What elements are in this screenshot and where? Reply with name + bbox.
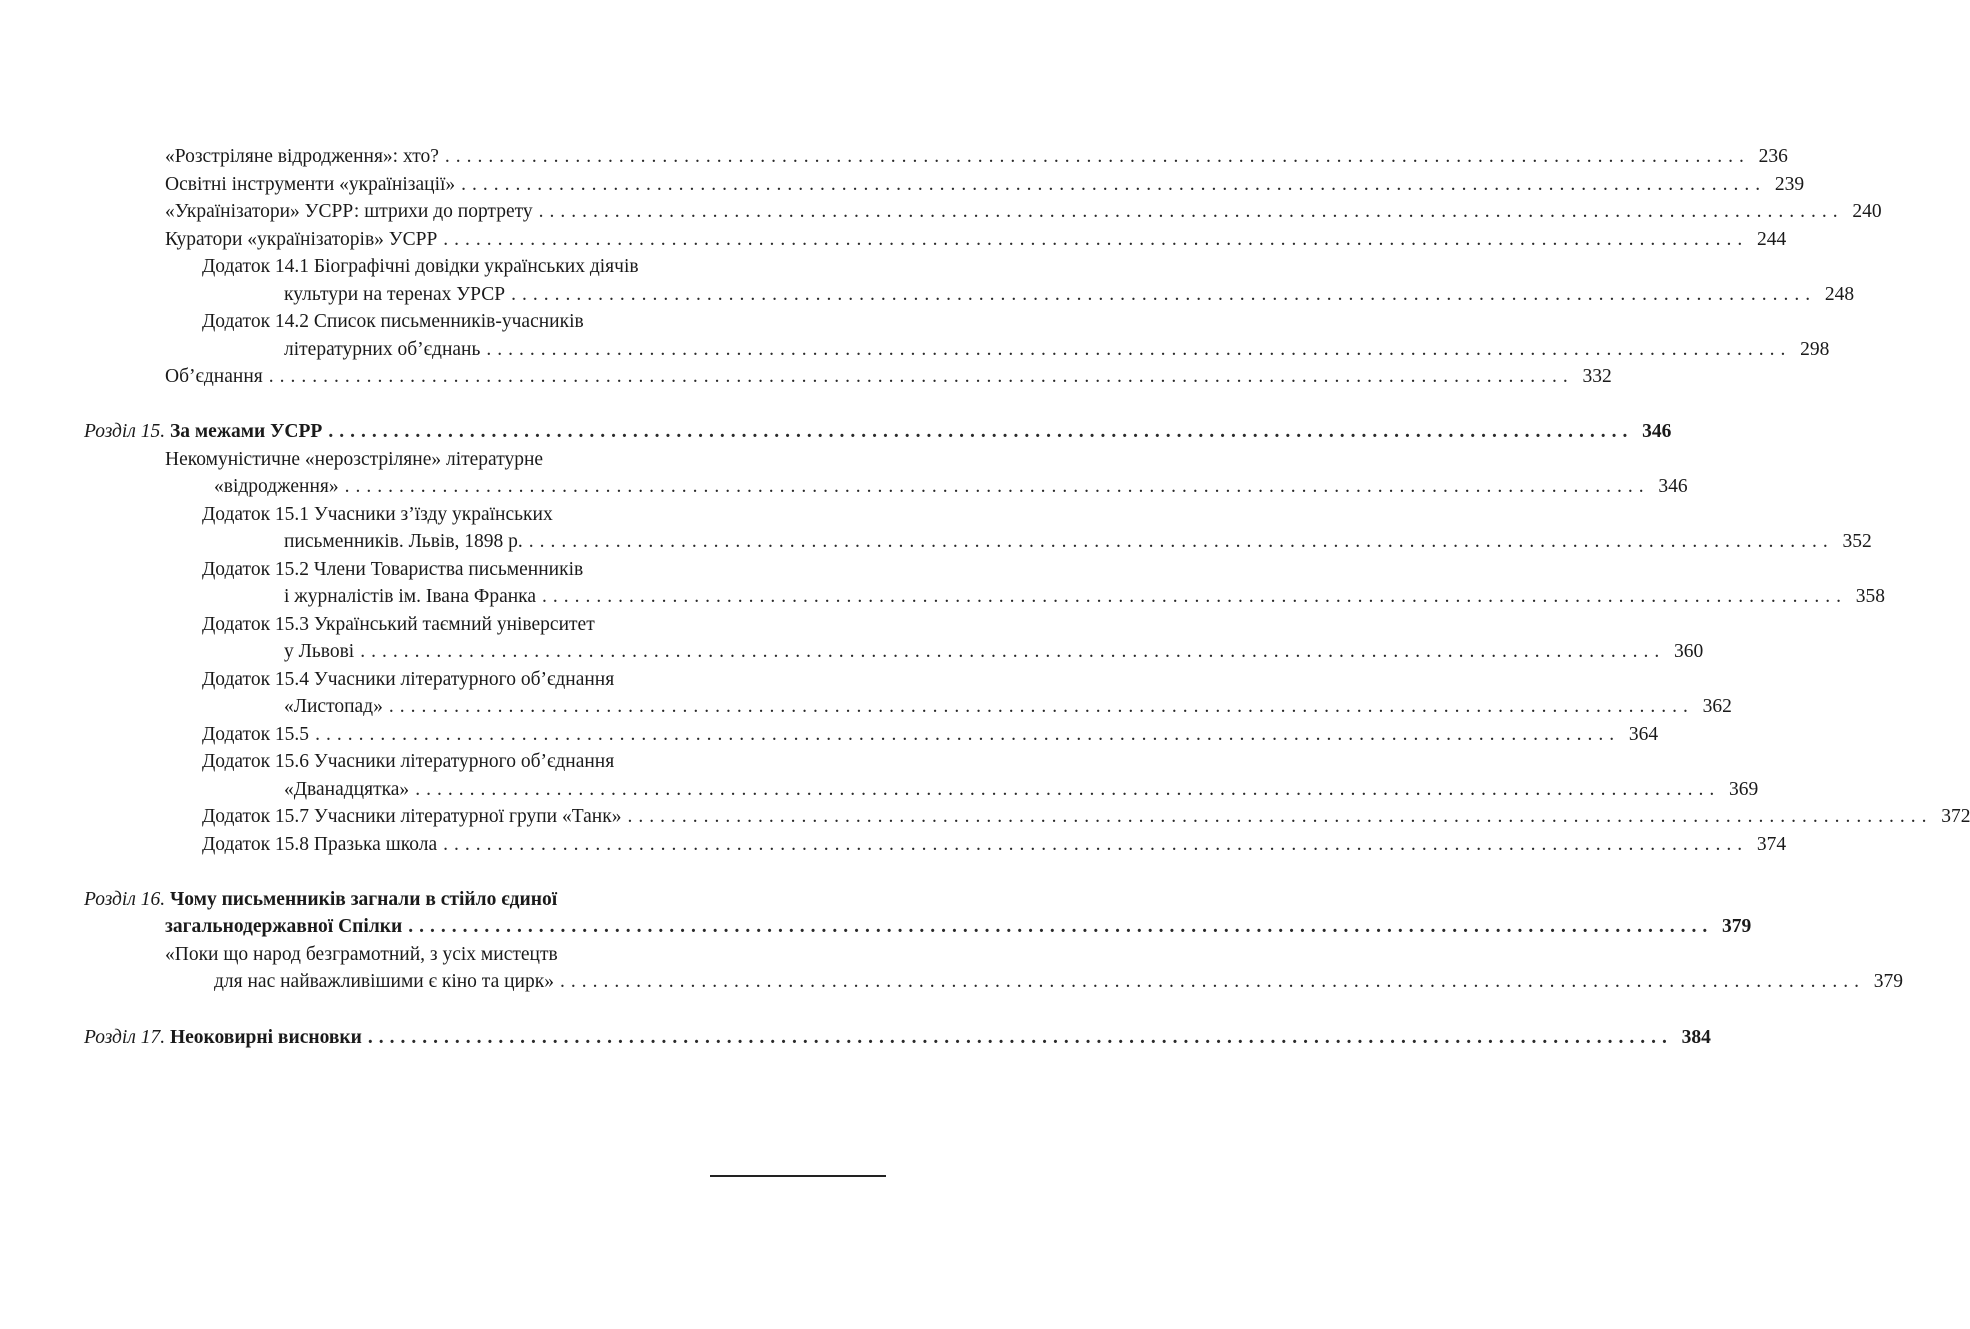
toc-entry[interactable] bbox=[284, 639, 1704, 665]
page-number: 362 bbox=[1702, 696, 1732, 717]
entry-title: «Розстріляне відродження»: хто? bbox=[165, 146, 439, 167]
page-number: 244 bbox=[1757, 229, 1787, 250]
entry-title-line1: Додаток 15.4 Учасники літературного об’єднання bbox=[202, 669, 615, 690]
toc-entry[interactable] bbox=[284, 529, 1872, 555]
toc-entry[interactable] bbox=[284, 777, 1759, 803]
entry-title: Додаток 15.7 Учасники літературної групи «Танк» bbox=[202, 806, 622, 827]
toc-entry[interactable] bbox=[284, 282, 1855, 308]
chapter-16-heading-line1[interactable] bbox=[84, 887, 557, 913]
entry-title-line1: Додаток 15.3 Український таємний університет bbox=[202, 614, 595, 635]
entry-title: Об’єднання bbox=[165, 366, 263, 387]
toc-entry[interactable] bbox=[165, 364, 1612, 390]
toc-entry[interactable] bbox=[214, 969, 1903, 995]
page-number: 372 bbox=[1941, 806, 1970, 827]
dot-leader: ........................................................................................................................ bbox=[415, 779, 1721, 800]
page-number: 240 bbox=[1852, 201, 1882, 222]
entry-title-line1: Додаток 15.6 Учасники літературного об’єднання bbox=[202, 751, 615, 772]
toc-entry[interactable] bbox=[284, 694, 1732, 720]
dot-leader: ........................................................................................................................ bbox=[367, 1027, 1673, 1048]
toc-entry[interactable] bbox=[165, 199, 1882, 225]
page-number: 374 bbox=[1756, 834, 1787, 855]
chapter-title-line2: загальнодержавної Спілки bbox=[165, 916, 403, 937]
dot-leader: ........................................................................................................................ bbox=[408, 916, 1714, 937]
toc-entry[interactable] bbox=[202, 722, 1659, 748]
entry-title-line1: Додаток 14.1 Біографічні довідки українських діячів bbox=[202, 256, 639, 277]
dot-leader: ........................................................................................................................ bbox=[315, 724, 1621, 745]
toc-entry[interactable] bbox=[165, 144, 1788, 170]
dot-leader: ........................................................................................................................ bbox=[444, 146, 1750, 167]
page-number: 369 bbox=[1728, 779, 1759, 800]
entry-title-line2: для нас найважливішими є кіно та цирк» bbox=[214, 971, 554, 992]
chapter-title: Неоковирні висновки bbox=[169, 1027, 362, 1048]
entry-title: Додаток 15.5 bbox=[202, 724, 310, 745]
entry-title-line2: у Львові bbox=[284, 641, 355, 662]
dot-leader: ........................................................................................................................ bbox=[627, 806, 1933, 827]
page-number: 346 bbox=[1642, 421, 1672, 442]
entry-title-line2: літературних об’єднань bbox=[284, 339, 481, 360]
page-number: 379 bbox=[1873, 971, 1903, 992]
page-number: 384 bbox=[1681, 1027, 1711, 1048]
toc-entry[interactable] bbox=[202, 832, 1787, 858]
page-number: 248 bbox=[1824, 284, 1855, 305]
dot-leader: ........................................................................................................................ bbox=[486, 339, 1792, 360]
chapter-label: Розділ 17. bbox=[84, 1027, 166, 1048]
entry-title-line1: Додаток 15.2 Члени Товариства письменників bbox=[202, 559, 584, 580]
page-number: 239 bbox=[1774, 174, 1805, 195]
toc-entry[interactable] bbox=[214, 474, 1688, 500]
page-number: 298 bbox=[1800, 339, 1830, 360]
page-number: 360 bbox=[1673, 641, 1704, 662]
dot-leader: ........................................................................................................................ bbox=[528, 531, 1834, 552]
dot-leader: ........................................................................................................................ bbox=[388, 696, 1694, 717]
dot-leader: ........................................................................................................................ bbox=[344, 476, 1650, 497]
page-number: 358 bbox=[1855, 586, 1886, 607]
chapter-16-heading-line2[interactable] bbox=[165, 914, 1752, 940]
footer-rule bbox=[710, 1175, 886, 1177]
dot-leader: ........................................................................................................................ bbox=[542, 586, 1848, 607]
entry-title-line1: Некомуністичне «нерозстріляне» літературне bbox=[165, 449, 544, 470]
dot-leader: ........................................................................................................................ bbox=[559, 971, 1865, 992]
entry-title-line2: письменників. Львів, 1898 р. bbox=[284, 531, 523, 552]
chapter-17-heading[interactable] bbox=[84, 1025, 1711, 1051]
dot-leader: ........................................................................................................................ bbox=[443, 834, 1749, 855]
entry-title-line2: «Дванадцятка» bbox=[284, 779, 410, 800]
dot-leader: ........................................................................................................................ bbox=[360, 641, 1666, 662]
entry-title-line2: і журналістів ім. Івана Франка bbox=[284, 586, 537, 607]
entry-title: Куратори «українізаторів» УСРР bbox=[165, 229, 438, 250]
entry-title-line2: культури на теренах УРСР bbox=[284, 284, 506, 305]
chapter-label: Розділ 16. bbox=[84, 889, 166, 910]
dot-leader: ........................................................................................................................ bbox=[328, 421, 1634, 442]
dot-leader: ........................................................................................................................ bbox=[443, 229, 1749, 250]
entry-title: Освітні інструменти «українізації» bbox=[165, 174, 456, 195]
toc-entry[interactable] bbox=[165, 172, 1805, 198]
toc-entry[interactable] bbox=[284, 337, 1830, 363]
toc-entry[interactable] bbox=[165, 227, 1787, 253]
dot-leader: ........................................................................................................................ bbox=[268, 366, 1574, 387]
chapter-title-line1: Чому письменників загнали в стійло єдиної bbox=[169, 889, 558, 910]
dot-leader: ........................................................................................................................ bbox=[461, 174, 1767, 195]
page-number: 346 bbox=[1658, 476, 1688, 497]
page-number: 364 bbox=[1628, 724, 1659, 745]
entry-title-line1: Додаток 15.1 Учасники з’їзду українських bbox=[202, 504, 553, 525]
chapter-15-heading[interactable] bbox=[84, 419, 1672, 445]
entry-title: «Українізатори» УСРР: штрихи до портрету bbox=[165, 201, 533, 222]
toc-entry[interactable] bbox=[202, 804, 1970, 830]
entry-title-line2: «відродження» bbox=[214, 476, 339, 497]
chapter-title: За межами УСРР bbox=[169, 421, 323, 442]
toc-entry[interactable] bbox=[284, 584, 1886, 610]
entry-title: Додаток 15.8 Празька школа bbox=[202, 834, 438, 855]
page-number: 352 bbox=[1842, 531, 1872, 552]
chapter-label: Розділ 15. bbox=[84, 421, 166, 442]
page-number: 332 bbox=[1582, 366, 1612, 387]
entry-title-line1: Додаток 14.2 Список письменників-учасників bbox=[202, 311, 584, 332]
dot-leader: ........................................................................................................................ bbox=[538, 201, 1844, 222]
dot-leader: ........................................................................................................................ bbox=[511, 284, 1817, 305]
page-number: 379 bbox=[1722, 916, 1752, 937]
page-number: 236 bbox=[1758, 146, 1788, 167]
entry-title-line1: «Поки що народ безграмотний, з усіх мистецтв bbox=[165, 944, 558, 965]
entry-title-line2: «Листопад» bbox=[284, 696, 383, 717]
